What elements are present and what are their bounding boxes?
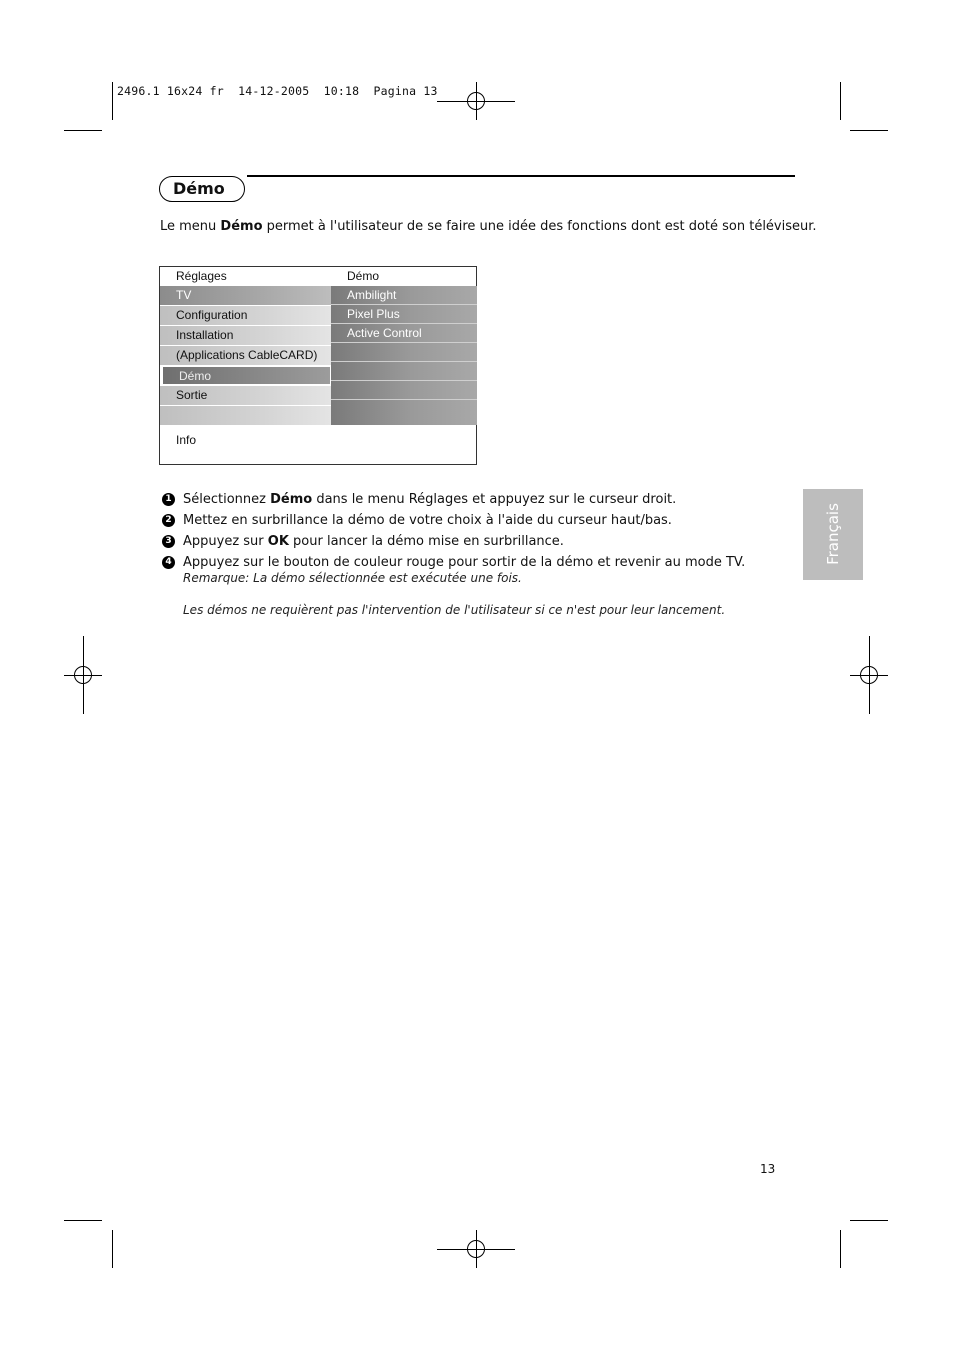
title-rule	[247, 175, 795, 177]
intro-text: Le menu	[160, 219, 221, 234]
step-text: Appuyez sur OK pour lancer la démo mise en surbrillance.	[183, 534, 564, 549]
submenu-item-active-control[interactable]: Active Control	[331, 324, 477, 343]
step-item	[162, 491, 802, 512]
step-text: Mettez en surbrillance la démo de votre choix à l'aide du curseur haut/bas.	[183, 513, 672, 528]
menu-right-column	[331, 286, 477, 425]
page-number: 13	[760, 1162, 776, 1176]
step-text: Appuyez sur le bouton de couleur rouge pour sortir de la démo et revenir au mode TV.	[183, 555, 746, 570]
language-tab	[803, 489, 863, 580]
submenu-item-pixel-plus[interactable]: Pixel Plus	[331, 305, 477, 324]
submenu-item-empty	[331, 343, 477, 362]
crop-mark	[437, 1249, 515, 1250]
step-number-icon: 1	[162, 493, 175, 506]
step-text: Sélectionnez Démo dans le menu Réglages et appuyez sur le curseur droit.	[183, 492, 677, 507]
print-header: 2496.1 16x24 fr 14-12-2005 10:18 Pagina 13	[117, 84, 438, 98]
step-number-icon: 2	[162, 514, 175, 527]
crop-mark	[83, 636, 84, 714]
menu-item-empty	[160, 406, 331, 425]
intro-bold: Démo	[220, 219, 263, 234]
menu-info: Info	[176, 433, 197, 447]
remark-text: Remarque: La démo sélectionnée est exécutée une fois.	[183, 571, 522, 585]
menu-item-sortie[interactable]: Sortie	[160, 386, 331, 405]
submenu-item-empty	[331, 400, 477, 419]
language-label: Français	[824, 503, 842, 565]
menu-header-left: Réglages	[176, 269, 227, 283]
instruction-steps	[162, 491, 802, 575]
crop-mark	[869, 636, 870, 714]
note-text: Les démos ne requièrent pas l'intervention de l'utilisateur si ce n'est pour leur lancement.	[183, 603, 726, 617]
crop-mark	[437, 101, 515, 102]
intro-paragraph	[160, 219, 817, 234]
step-item	[162, 512, 802, 533]
settings-menu	[159, 266, 477, 465]
crop-mark	[840, 1230, 841, 1268]
submenu-item-empty	[331, 381, 477, 400]
step-number-icon: 3	[162, 535, 175, 548]
menu-item-configuration[interactable]: Configuration	[160, 306, 331, 325]
menu-item-demo[interactable]: Démo	[162, 366, 331, 385]
crop-mark	[112, 82, 113, 120]
menu-item-tv[interactable]: TV	[160, 286, 331, 305]
section-title: Démo	[159, 176, 245, 202]
crop-mark	[850, 1220, 888, 1221]
submenu-item-ambilight[interactable]: Ambilight	[331, 286, 477, 305]
step-item	[162, 533, 802, 554]
crop-mark	[112, 1230, 113, 1268]
crop-mark	[840, 82, 841, 120]
crop-mark	[64, 130, 102, 131]
menu-item-installation[interactable]: Installation	[160, 326, 331, 345]
crop-mark	[850, 130, 888, 131]
submenu-item-empty	[331, 362, 477, 381]
menu-header-right: Démo	[347, 269, 380, 283]
menu-left-column	[160, 286, 331, 426]
intro-text: permet à l'utilisateur de se faire une idée des fonctions dont est doté son téléviseur.	[262, 219, 817, 234]
step-number-icon: 4	[162, 556, 175, 569]
crop-mark	[64, 1220, 102, 1221]
menu-item-cablecard[interactable]: (Applications CableCARD)	[160, 346, 331, 365]
